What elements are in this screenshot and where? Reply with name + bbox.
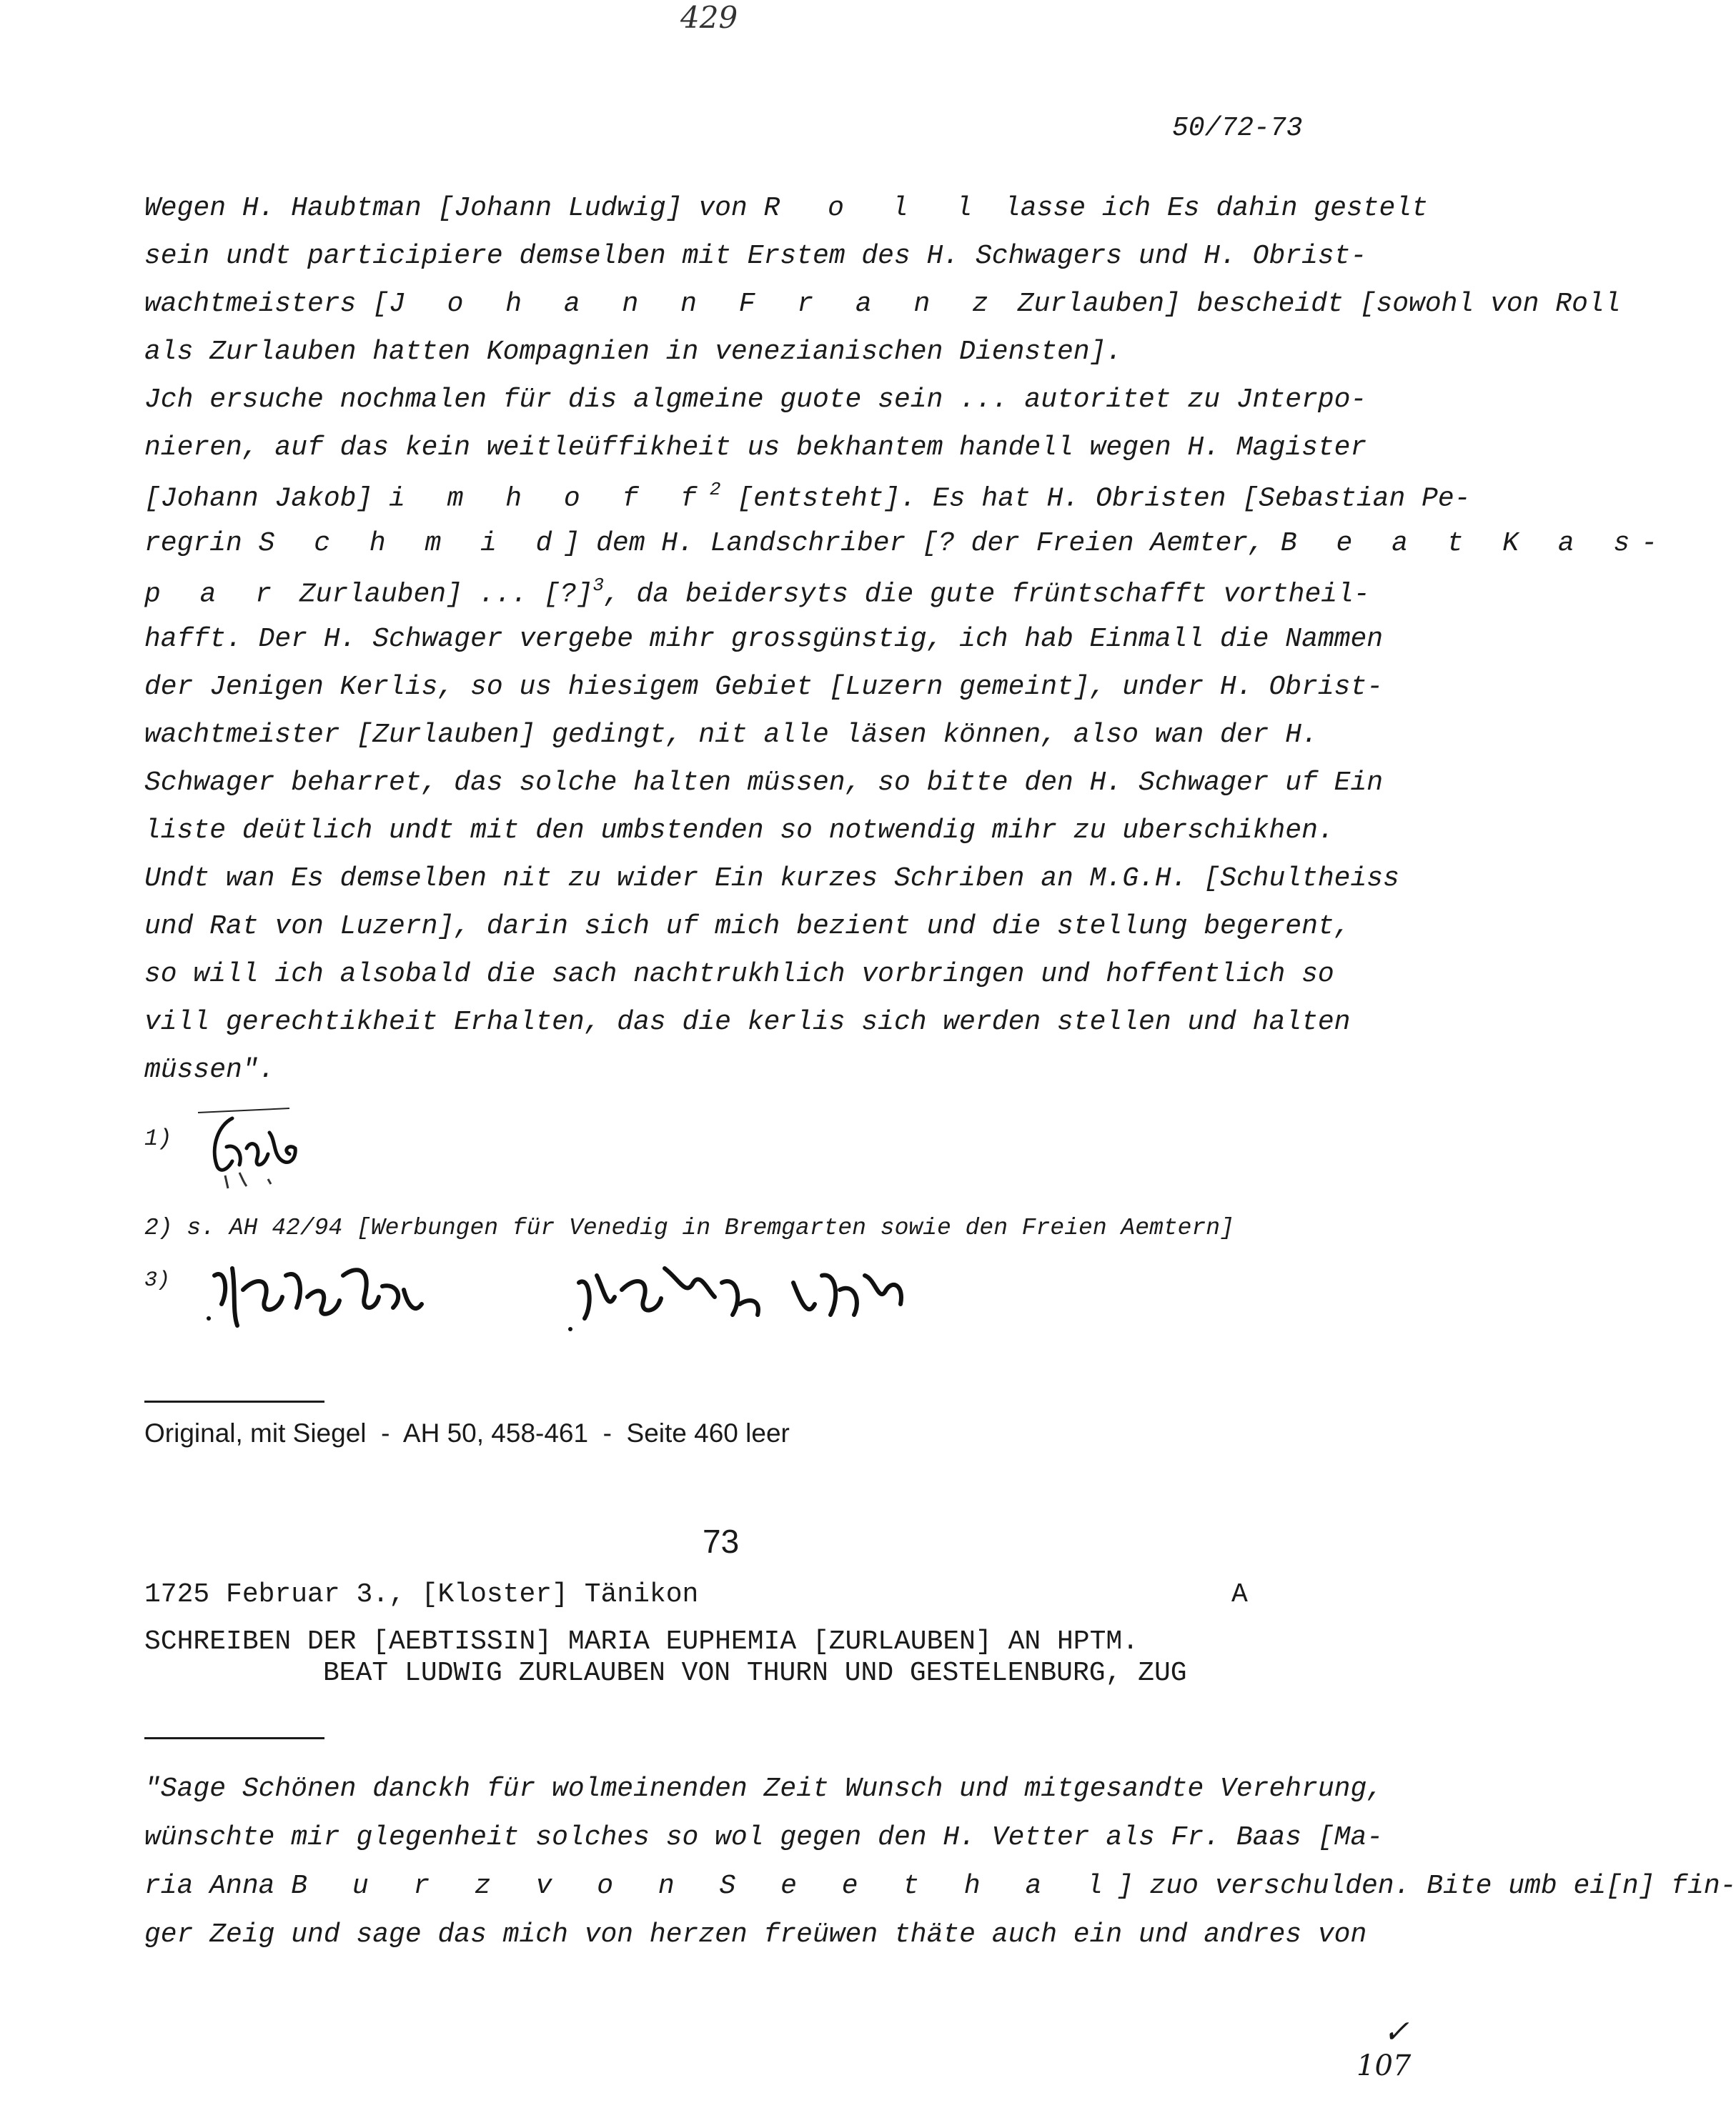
document-number: 73 [703,1523,740,1560]
letter-line: p a r Zurlauben] ... [?]$^3$, da beidersyts die gute früntschafft vortheil- [144,575,1370,610]
document-reference: 50/72-73 [1172,113,1303,144]
letter-line: der Jenigen Kerlis, so us hiesigem Gebiet [Luzern gemeint], under H. Obrist- [144,672,1384,702]
letter-line: "Sage Schönen danckh für wolmeinenden Zeit Wunsch und mitgesandte Verehrung, [144,1774,1384,1804]
footnote-3-label: 3) [144,1268,171,1293]
handwritten-page-number: 429 [680,0,738,35]
letter-line: Wegen H. Haubtman [Johann Ludwig] von R o l l lasse ich Es dahin gestelt [144,193,1428,224]
source-note: Original, mit Siegel - AH 50, 458-461 - Seite 460 leer [144,1418,790,1448]
letter-line: hafft. Der H. Schwager vergebe mihr grossgünstig, ich hab Einmall die Nammen [144,624,1384,655]
letter-line: ria Anna B u r z v o n S e e t h a l] zuo verschulden. Bite umb ei[n] fin- [144,1871,1736,1901]
separator-rule [144,1737,324,1739]
letter-line: wachtmeisters [J o h a n n F r a n z Zurlauben] bescheidt [sowohl von Roll [144,289,1621,319]
letter-line: nieren, auf das kein weitleüffikheit us bekhantem handell wegen H. Magister [144,432,1367,463]
letter-line: müssen". [144,1055,275,1085]
letter-line: liste deütlich undt mit den umbstenden so notwendig mihr zu uberschikhen. [144,815,1334,846]
handwriting-sample-3 [193,1247,1029,1354]
letter-line: wachtmeister [Zurlauben] gedingt, nit alle läsen können, also wan der H. [144,720,1318,750]
letter-line: regrin S c h m i d] dem H. Landschriber [? der Freien Aemter, B e a t K a s- [144,528,1670,559]
document-heading-line-1: SCHREIBEN DER [AEBTISSIN] MARIA EUPHEMIA [ZURLAUBEN] AN HPTM. [144,1626,1139,1657]
letter-line: Jch ersuche nochmalen für dis algmeine guote sein ... autoritet zu Jnterpo- [144,384,1367,415]
document-type-mark: A [1231,1579,1248,1610]
letter-line: sein undt participiere demselben mit Erstem des H. Schwagers und H. Obrist- [144,241,1367,272]
letter-line: [Johann Jakob] i m h o f $f^2$ [entsteht]. Es hat H. Obristen [Sebastian Pe- [144,479,1471,514]
letter-line: wünschte mir glegenheit solches so wol gegen den H. Vetter als Fr. Baas [Ma- [144,1822,1384,1853]
document-heading-line-2: BEAT LUDWIG ZURLAUBEN VON THURN UND GESTELENBURG, ZUG [323,1658,1187,1689]
letter-line: und Rat von Luzern], darin sich uf mich bezient und die stellung begerent, [144,911,1351,942]
footnote-1-label: 1) [144,1125,172,1152]
letter-line: als Zurlauben hatten Kompagnien in venezianischen Diensten]. [144,337,1123,367]
checkmark-icon: ✓ [1383,2014,1409,2050]
letter-line: so will ich alsobald die sach nachtrukhlich vorbringen und hoffentlich so [144,959,1334,990]
separator-rule [144,1401,324,1403]
letter-line: ger Zeig und sage das mich von herzen freüwen thäte auch ein und andres von [144,1919,1367,1950]
letter-line: Undt wan Es demselben nit zu wider Ein kurzes Schriben an M.G.H. [Schultheiss [144,863,1399,894]
document-date-place: 1725 Februar 3., [Kloster] Tänikon [144,1579,699,1610]
letter-line: Schwager beharret, das solche halten müssen, so bitte den H. Schwager uf Ein [144,767,1384,798]
letter-line: vill gerechtikheit Erhalten, das die kerlis sich werden stellen und halten [144,1007,1351,1038]
handwriting-sample-1 [182,1104,311,1197]
footnote-2: 2) s. AH 42/94 [Werbungen für Venedig in Bremgarten sowie den Freien Aemtern] [144,1215,1234,1241]
handwritten-folio-number: 107 [1356,2049,1412,2082]
